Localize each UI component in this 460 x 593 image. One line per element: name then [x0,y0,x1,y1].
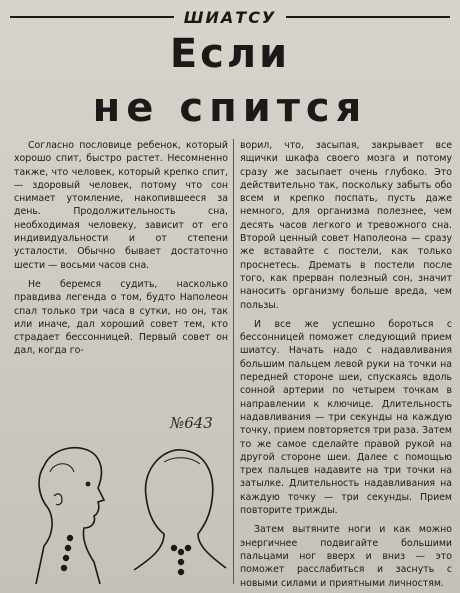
column-divider [233,139,234,584]
rubric-text: ШИАТСУ [183,7,277,27]
rubric-header [0,6,460,28]
rubric-line-left [10,16,174,18]
paragraph: Не беремся судить, насколько правдива легенда о том, будто Наполеон спал только три часа в сутки, но он, так или иначе, дал хороший совет тем, кто страдает бессонницей. Первый совет он дал, когда го- [14,278,228,357]
rubric-line-right [286,16,450,18]
head-side-profile-icon [36,448,104,584]
article-column-left [14,139,228,364]
shiatsu-illustration [14,438,228,586]
paragraph: Согласно пословице ребенок, который хорошо спит, быстро растет. Несомненно также, что человек, который крепко спит, — здоровый человек, потому что сон снимает утомление, накопившееся за день. Продолжительность сна, необходимая человеку, зависит от его индивидуальности и от степени усталости. Обычно бывает достаточно шести — восьми часов сна. [14,140,228,271]
paragraph: И все же успешно бороться с бессонницей поможет следующий прием шиатсу. Начать надо с надавливания большим пальцем левой руки на точки на передней стороне шеи, спускаясь вдоль сонной артерии по четырем точкам в направлении к ключице. Длительность надавливания — три секунды на каждую точку, прием повторяется три раза. Затем то же самое сделайте правой рукой на другой стороне шеи. Далее с помощью трех пальцев надавите на три точки на затылке. Длительность надавливания на каждую точку — три секунды. Прием повторите трижды. [240,318,453,517]
head-back-view-icon [134,450,226,575]
paragraph: Затем вытяните ноги и как можно энергичнее подвигайте большими пальцами ног вверх и вниз — это поможет расслабиться и заснуть с новыми силами и приятными личностям. [240,524,452,589]
headline-line-1: Если [169,31,291,77]
handwritten-number: №643 [170,414,213,432]
article-column-right [240,139,452,593]
headline-line-2: не спится [92,85,368,131]
paragraph: ворил, что, засыпая, закрывает все ящички шкафа своего мозга и потому сразу же засыпает очень глубоко. Это действительно так, поскольку забыть обо всем и крепко поспать, пусть даже немного, для организма полезнее, чем десять часов легкого и тревожного сна. Второй ценный совет Наполеона — сразу же вставайте с постели, как только проснетесь. Дремать в постели после того, как прерван полезный сон, значит наносить организму больше вреда, чем пользы. [240,140,452,311]
